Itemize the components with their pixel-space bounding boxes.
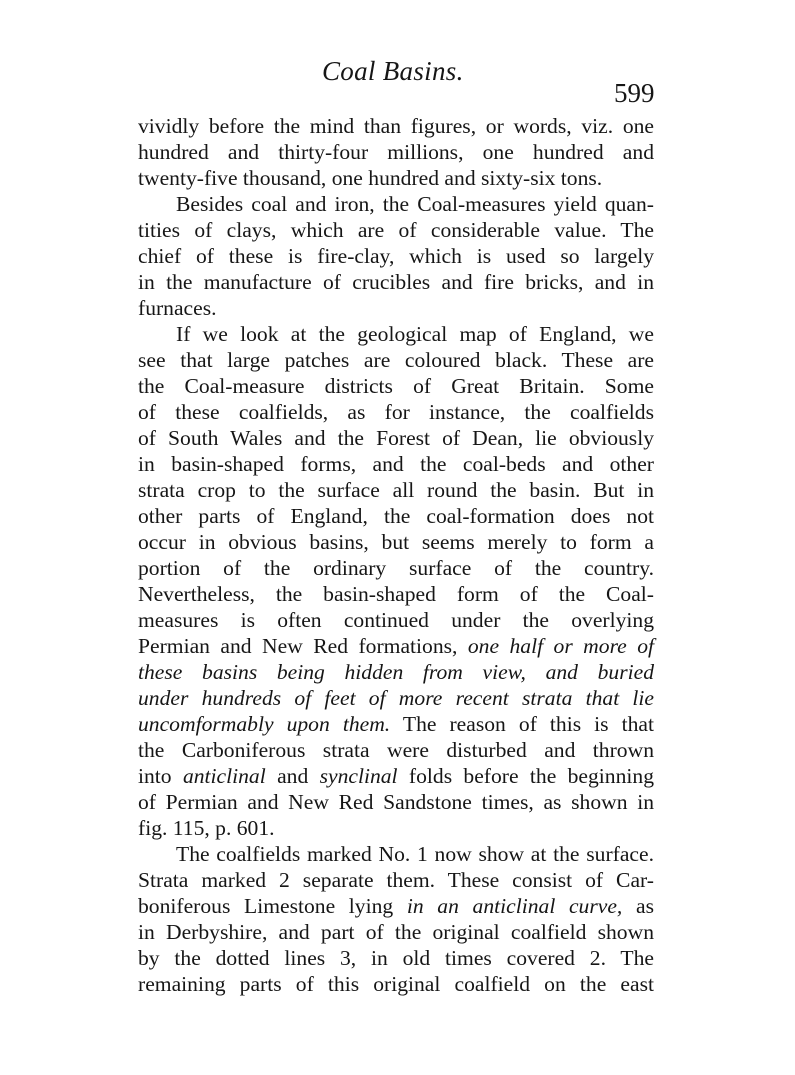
text-line: twenty-five thousand, one hundred and sixty-six tons. (138, 166, 603, 190)
text-line: other parts of England, the coal-formation does not (138, 504, 654, 528)
text-line: If we look at the geological map of England, we (176, 322, 654, 346)
text-line: see that large patches are coloured black. These are (138, 348, 654, 372)
text-line: in the manufacture of crucibles and fire bricks, and in (138, 270, 654, 294)
text-line: these basins being hidden from view, and buried (138, 660, 654, 684)
text-line: occur in obvious basins, but seems merely to form a (138, 530, 654, 554)
text-line: uncomformably upon them. The reason of this is that (138, 712, 655, 736)
text-line: Permian and New Red formations, one half or more of (138, 634, 654, 658)
running-title: Coal Basins. (322, 56, 464, 86)
text-line: the Coal-measure districts of Great Britain. Some (138, 374, 654, 398)
text-line: of Permian and New Red Sandstone times, as shown in (138, 790, 654, 814)
text-line: in basin-shaped forms, and the coal-beds and other (138, 452, 654, 476)
text-line: measures is often continued under the overlying (138, 608, 654, 632)
text-line: furnaces. (138, 296, 217, 320)
text-line: chief of these is fire-clay, which is used so largely (138, 244, 654, 268)
text-line: portion of the ordinary surface of the country. (138, 556, 654, 580)
text-line: under hundreds of feet of more recent strata that lie (138, 686, 654, 710)
text-line: hundred and thirty-four millions, one hundred and (138, 140, 654, 164)
text-line: the Carboniferous strata were disturbed and thrown (138, 738, 654, 762)
text-line: Strata marked 2 separate them. These consist of Car- (138, 868, 654, 892)
text-line: The coalfields marked No. 1 now show at the surface. (176, 842, 654, 866)
body-text (138, 113, 654, 997)
text-line: remaining parts of this original coalfield on the east (138, 972, 654, 996)
text-line: of South Wales and the Forest of Dean, lie obviously (138, 426, 654, 450)
text-line: Besides coal and iron, the Coal-measures yield quan- (176, 192, 654, 216)
text-line: strata crop to the surface all round the basin. But in (138, 478, 654, 502)
text-line: of these coalfields, as for instance, the coalfields (138, 400, 654, 424)
text-line: boniferous Limestone lying in an anticlinal curve, as (138, 894, 654, 918)
text-line: fig. 115, p. 601. (138, 816, 275, 840)
running-head (0, 56, 795, 108)
text-line: in Derbyshire, and part of the original coalfield shown (138, 920, 654, 944)
text-line: by the dotted lines 3, in old times covered 2. The (138, 946, 654, 970)
text-line: Nevertheless, the basin-shaped form of the Coal- (138, 582, 654, 606)
text-line: into anticlinal and synclinal folds before the beginning (138, 764, 654, 788)
text-line: tities of clays, which are of considerable value. The (138, 218, 654, 242)
page-number: 599 (614, 78, 655, 108)
text-line: vividly before the mind than figures, or words, viz. one (138, 114, 654, 138)
